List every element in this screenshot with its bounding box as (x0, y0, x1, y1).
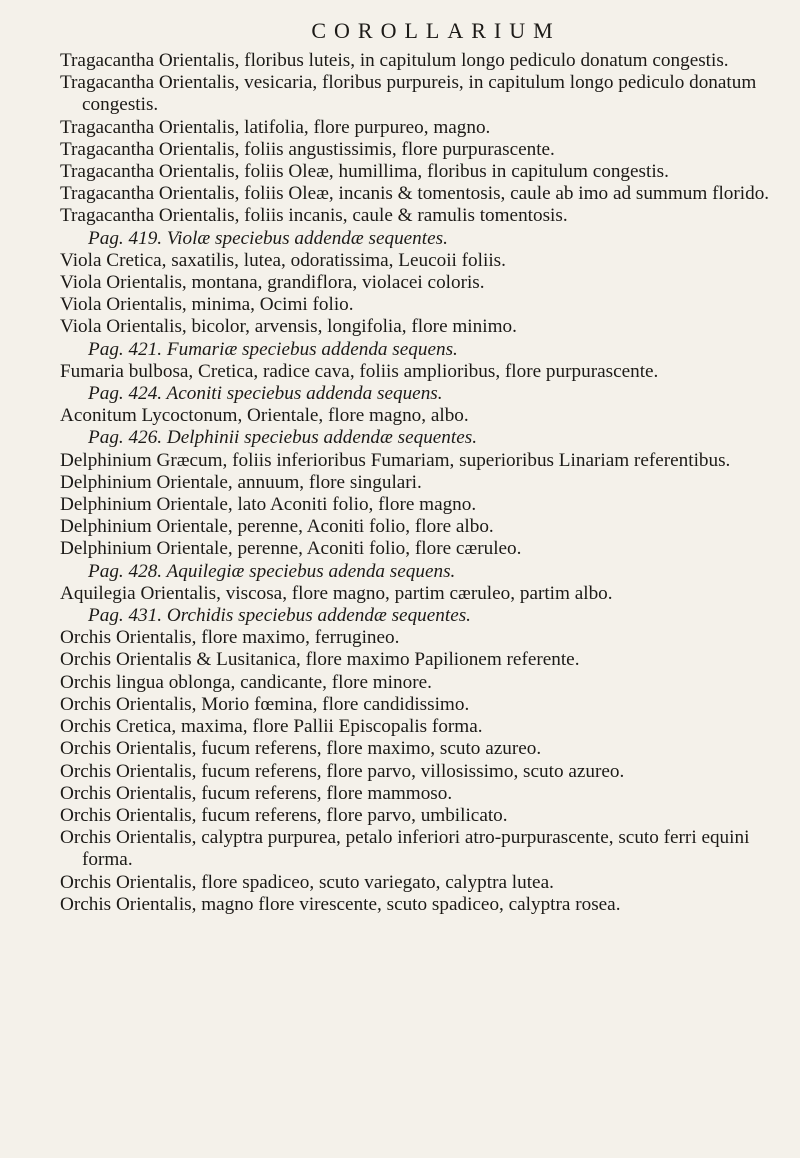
list-item: Orchis Orientalis & Lusitanica, flore maximo Papilionem referente. (60, 649, 580, 671)
list-item: Delphinium Orientale, lato Aconiti folio, flore magno. (60, 494, 477, 516)
section-heading: Pag. 421. Fumariæ speciebus addenda sequens. (88, 338, 458, 360)
list-item: Tragacantha Orientalis, foliis Oleæ, incanis & tomentosis, caule ab imo ad summum florido. (60, 183, 770, 205)
list-item: Aconitum Lycoctonum, Orientale, flore magno, albo. (60, 405, 469, 427)
list-item: Orchis Orientalis, Morio fœmina, flore candidissimo. (60, 693, 470, 715)
list-item: Orchis Orientalis, flore spadiceo, scuto variegato, calyptra lutea. (60, 871, 554, 893)
list-item: Orchis Orientalis, fucum referens, flore parvo, umbilicato. (60, 804, 508, 826)
list-item: Fumaria bulbosa, Cretica, radice cava, foliis amplioribus, flore purpurascente. (60, 360, 659, 382)
list-item: Tragacantha Orientalis, foliis Oleæ, humillima, floribus in capitulum congestis. (60, 161, 669, 183)
section-heading: Pag. 424. Aconiti speciebus addenda sequens. (88, 383, 443, 405)
section-heading: Pag. 431. Orchidis speciebus addendæ sequentes. (88, 605, 471, 627)
list-item: Delphinium Græcum, foliis inferioribus Fumariam, superioribus Linariam referentibus. (60, 449, 731, 471)
list-item: Orchis Cretica, maxima, flore Pallii Episcopalis forma. (60, 716, 483, 738)
list-item: Delphinium Orientale, annuum, flore singulari. (60, 471, 422, 493)
list-item: Tragacantha Orientalis, floribus luteis, in capitulum longo pediculo donatum congestis. (60, 50, 729, 71)
list-item: Viola Cretica, saxatilis, lutea, odoratissima, Leucoii foliis. (60, 249, 506, 271)
entry-list (60, 50, 772, 916)
list-item: Aquilegia Orientalis, viscosa, flore magno, partim cæruleo, partim albo. (60, 582, 613, 604)
running-head: COROLLARIUM (311, 18, 561, 43)
list-item: Tragacantha Orientalis, vesicaria, floribus purpureis, in capitulum longo pediculo donatum congestis. (60, 72, 757, 116)
list-item: Viola Orientalis, minima, Ocimi folio. (60, 294, 354, 316)
list-item: Tragacantha Orientalis, foliis angustissimis, flore purpurascente. (60, 138, 555, 160)
list-item: Delphinium Orientale, perenne, Aconiti folio, flore cæruleo. (60, 538, 522, 560)
list-item: Orchis Orientalis, magno flore virescente, scuto spadiceo, calyptra rosea. (60, 893, 621, 915)
list-item: Orchis Orientalis, fucum referens, flore parvo, villosissimo, scuto azureo. (60, 760, 625, 782)
list-item: Viola Orientalis, bicolor, arvensis, longifolia, flore minimo. (60, 316, 517, 338)
list-item: Viola Orientalis, montana, grandiflora, violacei coloris. (60, 272, 485, 294)
list-item: Orchis Orientalis, fucum referens, flore mammoso. (60, 782, 453, 804)
section-heading: Pag. 419. Violæ speciebus addendæ sequentes. (88, 227, 448, 249)
list-item: Delphinium Orientale, perenne, Aconiti folio, flore albo. (60, 516, 494, 538)
section-heading: Pag. 428. Aquilegiæ speciebus adenda sequens. (88, 560, 456, 582)
list-item: Orchis Orientalis, flore maximo, ferrugineo. (60, 627, 400, 649)
list-item: Tragacantha Orientalis, foliis incanis, caule & ramulis tomentosis. (60, 205, 568, 227)
list-item: Orchis Orientalis, fucum referens, flore maximo, scuto azureo. (60, 738, 542, 760)
list-item: Orchis lingua oblonga, candicante, flore minore. (60, 671, 432, 693)
list-item: Tragacantha Orientalis, latifolia, flore purpureo, magno. (60, 116, 491, 138)
section-heading: Pag. 426. Delphinii speciebus addendæ sequentes. (88, 427, 478, 449)
list-item: Orchis Orientalis, calyptra purpurea, petalo inferiori atro-purpurascente, scuto ferri equini forma. (60, 827, 750, 871)
